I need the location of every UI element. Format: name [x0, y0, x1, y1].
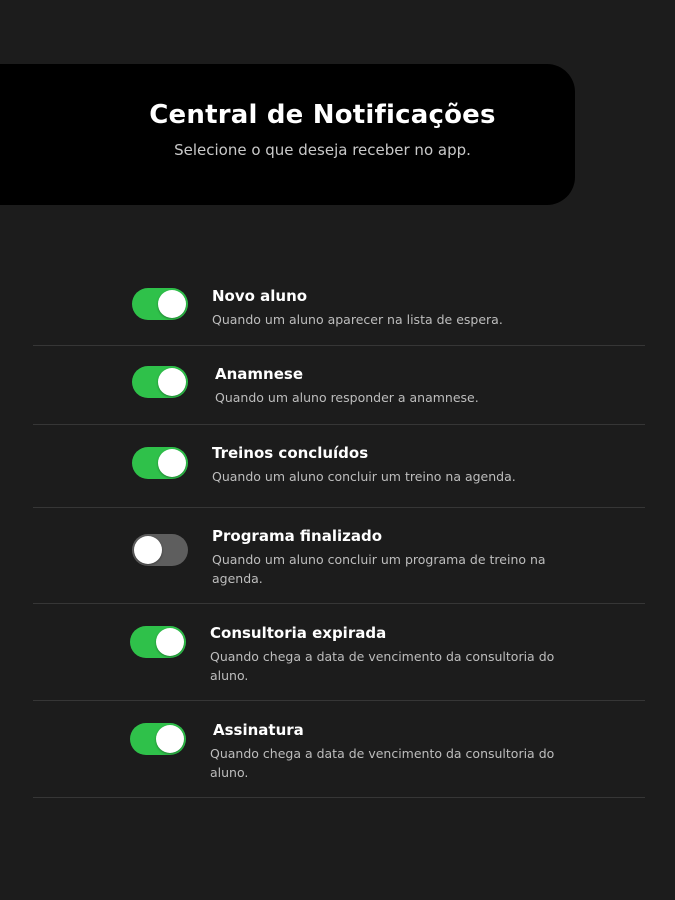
notification-text — [210, 623, 630, 685]
notification-row-programa-finalizado — [33, 508, 645, 604]
notification-label: Assinatura — [213, 721, 304, 739]
notification-description: Quando um aluno concluir um programa de treino na agenda. — [212, 552, 546, 586]
notification-list — [33, 268, 645, 798]
notification-description: Quando um aluno responder a anamnese. — [215, 390, 479, 405]
toggle-knob — [158, 449, 186, 477]
notification-text — [212, 443, 632, 486]
notification-label: Novo aluno — [212, 287, 308, 305]
toggle-knob — [158, 368, 186, 396]
notification-row-assinatura — [33, 701, 645, 798]
programa-finalizado-toggle[interactable] — [132, 534, 188, 566]
page-title: Central de Notificações — [149, 100, 496, 130]
notification-label: Treinos concluídos — [212, 444, 369, 462]
notification-text — [212, 286, 632, 329]
novo-aluno-toggle[interactable] — [132, 288, 188, 320]
consultoria-expirada-toggle[interactable] — [130, 626, 186, 658]
page-subtitle: Selecione o que deseja receber no app. — [174, 141, 471, 159]
assinatura-toggle[interactable] — [130, 723, 186, 755]
notification-row-consultoria-expirada — [33, 604, 645, 701]
anamnese-toggle[interactable] — [132, 366, 188, 398]
notification-description: Quando um aluno aparecer na lista de espera. — [212, 312, 503, 327]
notification-text — [210, 720, 633, 782]
toggle-knob — [158, 290, 186, 318]
notification-description: Quando um aluno concluir um treino na agenda. — [212, 469, 516, 484]
notification-label: Consultoria expirada — [210, 624, 387, 642]
notification-label: Programa finalizado — [212, 527, 383, 545]
toggle-knob — [156, 628, 184, 656]
notification-description: Quando chega a data de vencimento da consultoria do aluno. — [210, 746, 555, 780]
treinos-concluidos-toggle[interactable] — [132, 447, 188, 479]
toggle-knob — [134, 536, 162, 564]
notification-text — [215, 364, 635, 407]
notification-label: Anamnese — [215, 365, 303, 383]
toggle-knob — [156, 725, 184, 753]
notification-row-treinos-concluidos — [33, 425, 645, 508]
notification-row-anamnese — [33, 346, 645, 425]
notification-text — [212, 526, 632, 588]
notification-row-novo-aluno — [33, 268, 645, 346]
notification-description: Quando chega a data de vencimento da consultoria do aluno. — [210, 649, 555, 683]
header-card — [0, 64, 575, 205]
